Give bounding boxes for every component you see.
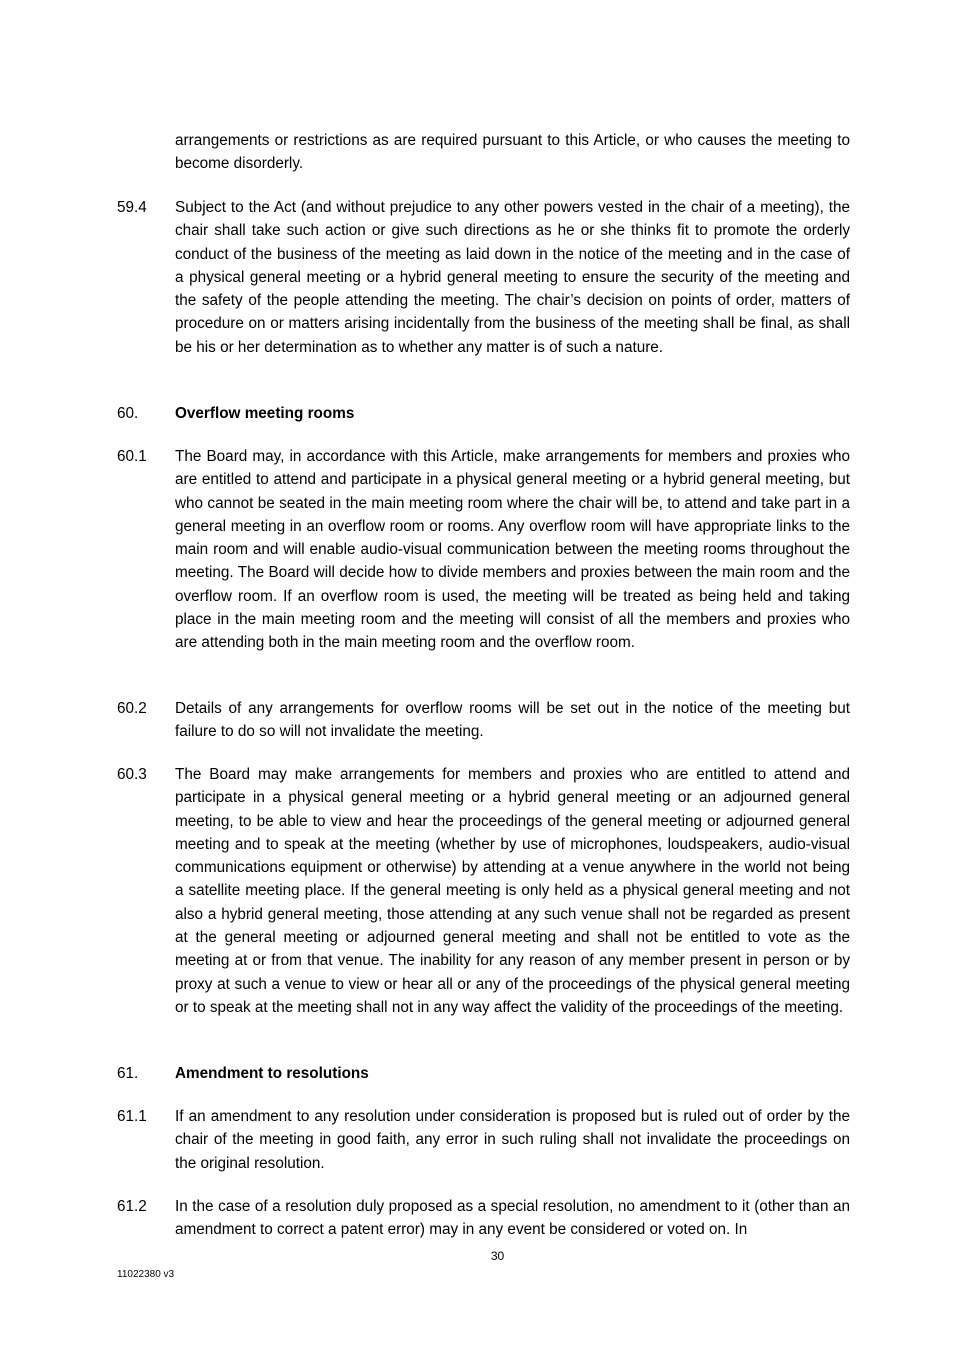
paragraph-number: 61.2 [117, 1198, 147, 1215]
paragraph-text: The Board may make arrangements for members and proxies who are entitled to attend and participate in a physical general meeting or a hybrid general meeting or an adjourned general meeting, to be able to view and hear the proceedings of the general meeting or adjourned general meeting and to speak at the meeting (whether by use of microphones, loudspeakers, audio-visual communications equipment or otherwise) by attending at a venue anywhere in the world not being a satellite meeting place. If the general meeting is only held as a physical general meeting and not also a hybrid general meeting, those attending at any such venue shall not be regarded as present at the general meeting or adjourned general meeting and shall not be entitled to vote as the meeting at or from that venue. The inability for any reason of any member present in person or by proxy at such a venue to view or hear all or any of the proceedings of the physical general meeting or to speak at the meeting shall not in any way affect the validity of the proceedings of the meeting. [175, 766, 850, 1016]
section-heading-61 [117, 1062, 850, 1085]
paragraph-61-1 [117, 1105, 850, 1175]
paragraph-60-2 [117, 697, 850, 744]
paragraph-text: In the case of a resolution duly proposed as a special resolution, no amendment to it (other than an amendment to correct a patent error) may in any event be considered or voted on. In [175, 1198, 850, 1239]
paragraph-61-2 [117, 1195, 850, 1242]
paragraph-number: 60.2 [117, 700, 147, 717]
paragraph-text: Subject to the Act (and without prejudice to any other powers vested in the chair of a meeting), the chair shall take such action or give such directions as he or she thinks fit to promote the orderly conduct of the business of the meeting as laid down in the notice of the meeting and in the case of a physical general meeting or a hybrid general meeting to ensure the security of the meeting and the safety of the people attending the meeting. The chair’s decision on points of order, matters of procedure on or matters arising incidentally from the business of the meeting shall be final, as shall be his or her determination as to whether any matter is of such a nature. [175, 199, 850, 356]
paragraph-text: The Board may, in accordance with this Article, make arrangements for members and proxies who are entitled to attend and participate in a physical general meeting or a hybrid general meeting, but who cannot be seated in the main meeting room where the chair will be, to attend and take part in a general meeting in an overflow room or rooms. Any overflow room will have appropriate links to the main room and will enable audio-visual communication between the meeting rooms throughout the meeting. The Board will decide how to divide members and proxies between the main room and the overflow room. If an overflow room is used, the meeting will be treated as being held and taking place in the main meeting room and the meeting will consist of all the members and proxies who are attending both in the main meeting room and the overflow room. [175, 448, 850, 652]
paragraph-59-4 [117, 196, 850, 359]
section-title: Overflow meeting rooms [175, 405, 355, 422]
paragraph-number: 59.4 [117, 199, 147, 216]
paragraph-60-3 [117, 763, 850, 1019]
paragraph-number: 61.1 [117, 1108, 147, 1125]
section-number: 60. [117, 405, 139, 422]
page-number: 30 [490, 1249, 505, 1263]
paragraph-number: 60.1 [117, 448, 147, 465]
section-number: 61. [117, 1065, 139, 1082]
section-heading-60 [117, 402, 850, 425]
document-reference: 11022380 v3 [117, 1269, 175, 1280]
paragraph-text: arrangements or restrictions as are required pursuant to this Article, or who causes the meeting to become disorderly. [175, 132, 850, 173]
paragraph-text: Details of any arrangements for overflow rooms will be set out in the notice of the meeting but failure to do so will not invalidate the meeting. [175, 700, 850, 741]
paragraph-number: 60.3 [117, 766, 147, 783]
paragraph-59-3-continuation [117, 129, 850, 176]
paragraph-60-1 [117, 445, 850, 655]
section-title: Amendment to resolutions [175, 1065, 369, 1082]
paragraph-text: If an amendment to any resolution under consideration is proposed but is ruled out of order by the chair of the meeting in good faith, any error in such ruling shall not invalidate the proceedings on the original resolution. [175, 1108, 850, 1172]
